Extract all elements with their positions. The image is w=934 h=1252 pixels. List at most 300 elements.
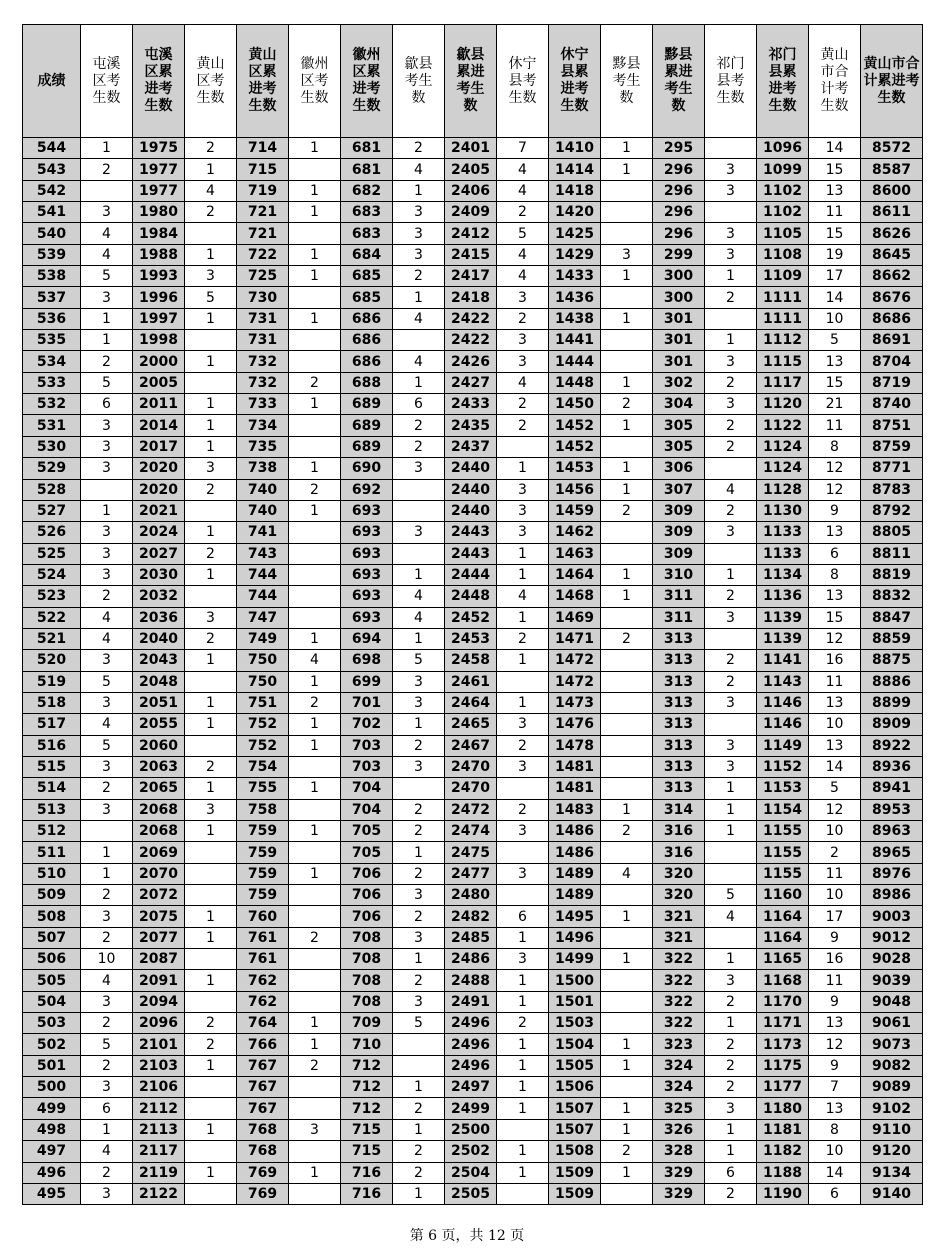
table-row xyxy=(23,1098,923,1119)
table-cell: 313 xyxy=(653,671,705,692)
table-cell: 1 xyxy=(393,287,445,308)
table-cell: 762 xyxy=(237,991,289,1012)
table-cell: 3 xyxy=(393,885,445,906)
table-cell: 2119 xyxy=(133,1162,185,1183)
table-cell: 1496 xyxy=(549,927,601,948)
table-cell: 3 xyxy=(81,799,133,820)
col-header-qimen-cumulative: 祁门县累进考生数 xyxy=(757,25,809,138)
table-cell: 11 xyxy=(809,970,861,991)
table-cell: 1139 xyxy=(757,628,809,649)
table-cell: 8704 xyxy=(861,351,923,372)
table-row xyxy=(23,650,923,671)
table-row xyxy=(23,543,923,564)
table-cell: 295 xyxy=(653,138,705,159)
table-cell: 8691 xyxy=(861,330,923,351)
table-cell: 2470 xyxy=(445,778,497,799)
table-cell: 2448 xyxy=(445,586,497,607)
table-row xyxy=(23,714,923,735)
score-cell: 526 xyxy=(23,522,81,543)
score-cell: 528 xyxy=(23,479,81,500)
table-cell xyxy=(497,671,549,692)
table-cell: 1 xyxy=(705,949,757,970)
table-cell: 1180 xyxy=(757,1098,809,1119)
table-cell: 4 xyxy=(81,607,133,628)
table-cell: 1 xyxy=(705,266,757,287)
table-cell: 3 xyxy=(705,159,757,180)
table-cell xyxy=(289,842,341,863)
table-cell: 2422 xyxy=(445,308,497,329)
table-cell: 2 xyxy=(705,436,757,457)
table-cell: 4 xyxy=(81,714,133,735)
col-header-huangshan-count: 黄山区考生数 xyxy=(185,25,237,138)
table-cell: 3 xyxy=(289,1119,341,1140)
table-row xyxy=(23,735,923,756)
table-cell: 1 xyxy=(185,436,237,457)
table-cell: 721 xyxy=(237,202,289,223)
table-cell: 2417 xyxy=(445,266,497,287)
table-cell: 2 xyxy=(81,927,133,948)
table-cell: 705 xyxy=(341,821,393,842)
table-cell: 693 xyxy=(341,500,393,521)
table-cell: 8 xyxy=(809,436,861,457)
table-cell: 300 xyxy=(653,287,705,308)
table-cell: 2467 xyxy=(445,735,497,756)
table-cell: 1 xyxy=(497,1098,549,1119)
table-cell xyxy=(185,1183,237,1204)
table-cell: 4 xyxy=(393,586,445,607)
table-cell: 1155 xyxy=(757,821,809,842)
table-cell: 9134 xyxy=(861,1162,923,1183)
table-cell: 1155 xyxy=(757,863,809,884)
table-cell: 1188 xyxy=(757,1162,809,1183)
table-cell xyxy=(289,522,341,543)
table-cell xyxy=(185,586,237,607)
table-cell: 2422 xyxy=(445,330,497,351)
table-row xyxy=(23,607,923,628)
table-cell: 2 xyxy=(393,1162,445,1183)
table-cell: 4 xyxy=(497,244,549,265)
table-cell: 8805 xyxy=(861,522,923,543)
score-cell: 502 xyxy=(23,1034,81,1055)
table-cell: 701 xyxy=(341,692,393,713)
table-cell: 1 xyxy=(185,970,237,991)
table-cell xyxy=(289,159,341,180)
table-cell: 13 xyxy=(809,522,861,543)
col-header-city-total-count: 黄山市合计考生数 xyxy=(809,25,861,138)
table-cell: 8963 xyxy=(861,821,923,842)
table-cell: 1 xyxy=(393,1119,445,1140)
table-cell: 1154 xyxy=(757,799,809,820)
table-cell: 1 xyxy=(185,351,237,372)
table-cell xyxy=(601,692,653,713)
table-cell: 1507 xyxy=(549,1119,601,1140)
table-cell: 708 xyxy=(341,927,393,948)
table-cell: 313 xyxy=(653,628,705,649)
table-cell: 693 xyxy=(341,564,393,585)
table-cell: 324 xyxy=(653,1055,705,1076)
table-cell: 4 xyxy=(81,244,133,265)
table-cell xyxy=(601,1013,653,1034)
table-cell: 2075 xyxy=(133,906,185,927)
table-cell xyxy=(705,458,757,479)
table-cell: 3 xyxy=(393,692,445,713)
table-cell: 1 xyxy=(601,1034,653,1055)
table-cell: 320 xyxy=(653,885,705,906)
table-row xyxy=(23,927,923,948)
table-cell: 2040 xyxy=(133,628,185,649)
table-row xyxy=(23,628,923,649)
table-cell: 11 xyxy=(809,415,861,436)
table-cell: 716 xyxy=(341,1183,393,1204)
table-cell: 2 xyxy=(185,138,237,159)
table-cell: 1153 xyxy=(757,778,809,799)
table-cell: 296 xyxy=(653,159,705,180)
table-cell xyxy=(601,778,653,799)
table-cell: 324 xyxy=(653,1077,705,1098)
table-cell: 686 xyxy=(341,308,393,329)
table-cell: 708 xyxy=(341,970,393,991)
table-cell: 13 xyxy=(809,735,861,756)
table-cell xyxy=(393,543,445,564)
table-cell: 3 xyxy=(185,607,237,628)
table-cell: 9 xyxy=(809,991,861,1012)
table-cell: 5 xyxy=(81,1034,133,1055)
table-cell: 5 xyxy=(81,372,133,393)
table-cell: 4 xyxy=(497,180,549,201)
table-cell: 1453 xyxy=(549,458,601,479)
table-cell: 2101 xyxy=(133,1034,185,1055)
table-cell: 1 xyxy=(185,927,237,948)
table-cell: 708 xyxy=(341,991,393,1012)
table-cell: 321 xyxy=(653,927,705,948)
table-cell: 2477 xyxy=(445,863,497,884)
table-cell: 9082 xyxy=(861,1055,923,1076)
table-cell xyxy=(289,564,341,585)
score-cell: 537 xyxy=(23,287,81,308)
table-cell: 3 xyxy=(81,415,133,436)
table-cell: 1433 xyxy=(549,266,601,287)
table-cell: 4 xyxy=(705,906,757,927)
table-cell xyxy=(185,885,237,906)
table-cell: 759 xyxy=(237,863,289,884)
table-cell: 2063 xyxy=(133,756,185,777)
table-cell xyxy=(705,543,757,564)
table-cell xyxy=(185,863,237,884)
table-cell xyxy=(601,607,653,628)
table-cell: 2 xyxy=(81,1055,133,1076)
table-cell: 19 xyxy=(809,244,861,265)
table-cell: 1 xyxy=(601,586,653,607)
table-cell: 1 xyxy=(705,778,757,799)
table-cell: 762 xyxy=(237,970,289,991)
table-cell: 1429 xyxy=(549,244,601,265)
table-cell xyxy=(289,287,341,308)
table-cell: 10 xyxy=(809,714,861,735)
table-cell: 1152 xyxy=(757,756,809,777)
table-cell: 735 xyxy=(237,436,289,457)
table-cell: 2440 xyxy=(445,458,497,479)
table-cell: 11 xyxy=(809,671,861,692)
table-cell: 2 xyxy=(393,906,445,927)
table-cell: 1 xyxy=(289,1013,341,1034)
table-cell: 1130 xyxy=(757,500,809,521)
table-cell: 1 xyxy=(289,628,341,649)
score-cell: 499 xyxy=(23,1098,81,1119)
table-cell: 326 xyxy=(653,1119,705,1140)
score-cell: 511 xyxy=(23,842,81,863)
table-cell: 744 xyxy=(237,564,289,585)
table-cell: 329 xyxy=(653,1162,705,1183)
table-cell: 314 xyxy=(653,799,705,820)
table-cell: 1998 xyxy=(133,330,185,351)
table-cell: 1 xyxy=(393,714,445,735)
table-cell xyxy=(393,330,445,351)
table-cell: 1124 xyxy=(757,436,809,457)
table-cell: 1 xyxy=(393,564,445,585)
table-cell: 301 xyxy=(653,308,705,329)
table-cell: 2 xyxy=(289,692,341,713)
table-cell: 2452 xyxy=(445,607,497,628)
table-cell xyxy=(393,1055,445,1076)
table-cell: 2 xyxy=(81,351,133,372)
table-cell: 14 xyxy=(809,1162,861,1183)
table-cell: 1 xyxy=(497,1162,549,1183)
table-cell: 1495 xyxy=(549,906,601,927)
table-cell: 3 xyxy=(497,330,549,351)
table-cell: 1 xyxy=(185,650,237,671)
table-cell: 2 xyxy=(705,372,757,393)
table-cell: 1489 xyxy=(549,863,601,884)
table-cell: 1170 xyxy=(757,991,809,1012)
table-cell xyxy=(289,351,341,372)
table-cell: 1 xyxy=(185,564,237,585)
table-cell: 321 xyxy=(653,906,705,927)
table-cell: 1175 xyxy=(757,1055,809,1076)
table-row xyxy=(23,1077,923,1098)
table-cell: 14 xyxy=(809,287,861,308)
table-cell xyxy=(497,436,549,457)
table-cell: 2020 xyxy=(133,479,185,500)
table-cell: 1164 xyxy=(757,927,809,948)
table-cell: 11 xyxy=(809,202,861,223)
table-cell: 4 xyxy=(185,180,237,201)
table-cell: 1111 xyxy=(757,287,809,308)
table-cell: 2 xyxy=(185,543,237,564)
table-cell: 6 xyxy=(809,543,861,564)
table-cell xyxy=(601,1077,653,1098)
table-cell: 1160 xyxy=(757,885,809,906)
table-cell: 1 xyxy=(705,1141,757,1162)
table-cell: 2055 xyxy=(133,714,185,735)
table-cell: 1146 xyxy=(757,692,809,713)
table-cell: 2 xyxy=(601,500,653,521)
table-cell: 759 xyxy=(237,885,289,906)
table-row xyxy=(23,287,923,308)
table-cell: 2427 xyxy=(445,372,497,393)
table-cell: 1988 xyxy=(133,244,185,265)
table-cell: 3 xyxy=(705,180,757,201)
table-cell: 9102 xyxy=(861,1098,923,1119)
table-cell: 13 xyxy=(809,586,861,607)
table-row xyxy=(23,372,923,393)
table-cell: 1 xyxy=(601,949,653,970)
table-cell: 2103 xyxy=(133,1055,185,1076)
table-cell: 2 xyxy=(393,799,445,820)
table-cell: 1486 xyxy=(549,842,601,863)
table-cell: 1155 xyxy=(757,842,809,863)
table-cell: 722 xyxy=(237,244,289,265)
table-cell: 296 xyxy=(653,180,705,201)
table-header-row xyxy=(23,25,923,138)
table-cell: 692 xyxy=(341,479,393,500)
table-cell: 1165 xyxy=(757,949,809,970)
table-cell xyxy=(81,821,133,842)
table-cell: 8922 xyxy=(861,735,923,756)
table-cell: 1 xyxy=(185,821,237,842)
table-cell: 3 xyxy=(81,522,133,543)
table-cell: 2112 xyxy=(133,1098,185,1119)
table-cell: 751 xyxy=(237,692,289,713)
table-cell: 1 xyxy=(497,564,549,585)
table-row xyxy=(23,970,923,991)
table-cell: 5 xyxy=(393,650,445,671)
table-cell: 1128 xyxy=(757,479,809,500)
table-cell: 3 xyxy=(393,927,445,948)
table-cell xyxy=(289,330,341,351)
table-cell: 715 xyxy=(341,1119,393,1140)
table-cell xyxy=(289,223,341,244)
score-cell: 543 xyxy=(23,159,81,180)
table-cell: 2117 xyxy=(133,1141,185,1162)
table-cell: 703 xyxy=(341,735,393,756)
table-cell: 4 xyxy=(81,223,133,244)
table-cell: 1478 xyxy=(549,735,601,756)
table-cell: 2091 xyxy=(133,970,185,991)
table-cell: 13 xyxy=(809,1013,861,1034)
table-cell: 769 xyxy=(237,1162,289,1183)
table-cell: 1115 xyxy=(757,351,809,372)
table-cell: 1133 xyxy=(757,522,809,543)
table-cell: 322 xyxy=(653,970,705,991)
table-cell xyxy=(289,1077,341,1098)
table-cell: 693 xyxy=(341,586,393,607)
table-row xyxy=(23,1162,923,1183)
table-cell: 702 xyxy=(341,714,393,735)
table-cell xyxy=(497,842,549,863)
table-cell: 1489 xyxy=(549,885,601,906)
table-cell: 5 xyxy=(809,330,861,351)
table-cell: 13 xyxy=(809,351,861,372)
table-cell: 6 xyxy=(497,906,549,927)
table-cell xyxy=(81,479,133,500)
table-cell: 1 xyxy=(289,671,341,692)
table-cell: 2068 xyxy=(133,821,185,842)
table-cell: 734 xyxy=(237,415,289,436)
table-cell: 15 xyxy=(809,372,861,393)
table-cell xyxy=(601,714,653,735)
table-cell: 2496 xyxy=(445,1013,497,1034)
table-cell: 1468 xyxy=(549,586,601,607)
table-cell: 8676 xyxy=(861,287,923,308)
table-cell xyxy=(185,330,237,351)
score-cell: 507 xyxy=(23,927,81,948)
table-cell: 2409 xyxy=(445,202,497,223)
table-cell: 8662 xyxy=(861,266,923,287)
table-cell: 2 xyxy=(705,287,757,308)
table-cell: 749 xyxy=(237,628,289,649)
table-cell: 3 xyxy=(393,202,445,223)
table-cell: 1 xyxy=(185,394,237,415)
table-cell: 693 xyxy=(341,522,393,543)
col-header-xiuning-cumulative: 休宁县累进考生数 xyxy=(549,25,601,138)
table-cell: 732 xyxy=(237,351,289,372)
table-cell: 1 xyxy=(185,308,237,329)
table-cell: 1 xyxy=(497,927,549,948)
table-cell: 6 xyxy=(705,1162,757,1183)
table-cell xyxy=(289,970,341,991)
table-cell: 1463 xyxy=(549,543,601,564)
table-cell: 12 xyxy=(809,799,861,820)
table-cell: 305 xyxy=(653,415,705,436)
table-cell: 3 xyxy=(81,543,133,564)
table-cell: 2 xyxy=(289,372,341,393)
table-cell: 8859 xyxy=(861,628,923,649)
table-cell: 16 xyxy=(809,650,861,671)
table-row xyxy=(23,308,923,329)
score-cell: 525 xyxy=(23,543,81,564)
table-cell: 2475 xyxy=(445,842,497,863)
table-cell: 8572 xyxy=(861,138,923,159)
table-cell: 2072 xyxy=(133,885,185,906)
table-cell: 3 xyxy=(393,223,445,244)
table-cell xyxy=(289,906,341,927)
table-cell: 2 xyxy=(81,159,133,180)
score-distribution-table xyxy=(22,24,923,1205)
table-cell: 2 xyxy=(393,266,445,287)
table-cell: 1 xyxy=(601,458,653,479)
table-cell: 1 xyxy=(289,500,341,521)
table-cell xyxy=(705,842,757,863)
table-cell: 1 xyxy=(289,1162,341,1183)
table-cell: 8811 xyxy=(861,543,923,564)
table-cell: 9 xyxy=(809,927,861,948)
table-cell xyxy=(601,671,653,692)
table-cell: 15 xyxy=(809,223,861,244)
table-cell: 2433 xyxy=(445,394,497,415)
table-cell: 13 xyxy=(809,180,861,201)
table-cell xyxy=(601,223,653,244)
table-cell: 2437 xyxy=(445,436,497,457)
table-cell: 2068 xyxy=(133,799,185,820)
table-cell: 3 xyxy=(393,522,445,543)
table-cell: 752 xyxy=(237,714,289,735)
table-cell: 8899 xyxy=(861,692,923,713)
table-cell: 13 xyxy=(809,1098,861,1119)
score-cell: 536 xyxy=(23,308,81,329)
table-cell: 1 xyxy=(289,863,341,884)
table-cell: 9048 xyxy=(861,991,923,1012)
col-header-tunxi-cumulative: 屯溪区累进考生数 xyxy=(133,25,185,138)
score-cell: 531 xyxy=(23,415,81,436)
table-cell: 721 xyxy=(237,223,289,244)
table-cell: 8 xyxy=(809,564,861,585)
table-cell: 1506 xyxy=(549,1077,601,1098)
table-cell: 4 xyxy=(497,266,549,287)
table-cell: 1472 xyxy=(549,671,601,692)
table-cell: 309 xyxy=(653,500,705,521)
table-cell: 1102 xyxy=(757,180,809,201)
table-row xyxy=(23,756,923,777)
